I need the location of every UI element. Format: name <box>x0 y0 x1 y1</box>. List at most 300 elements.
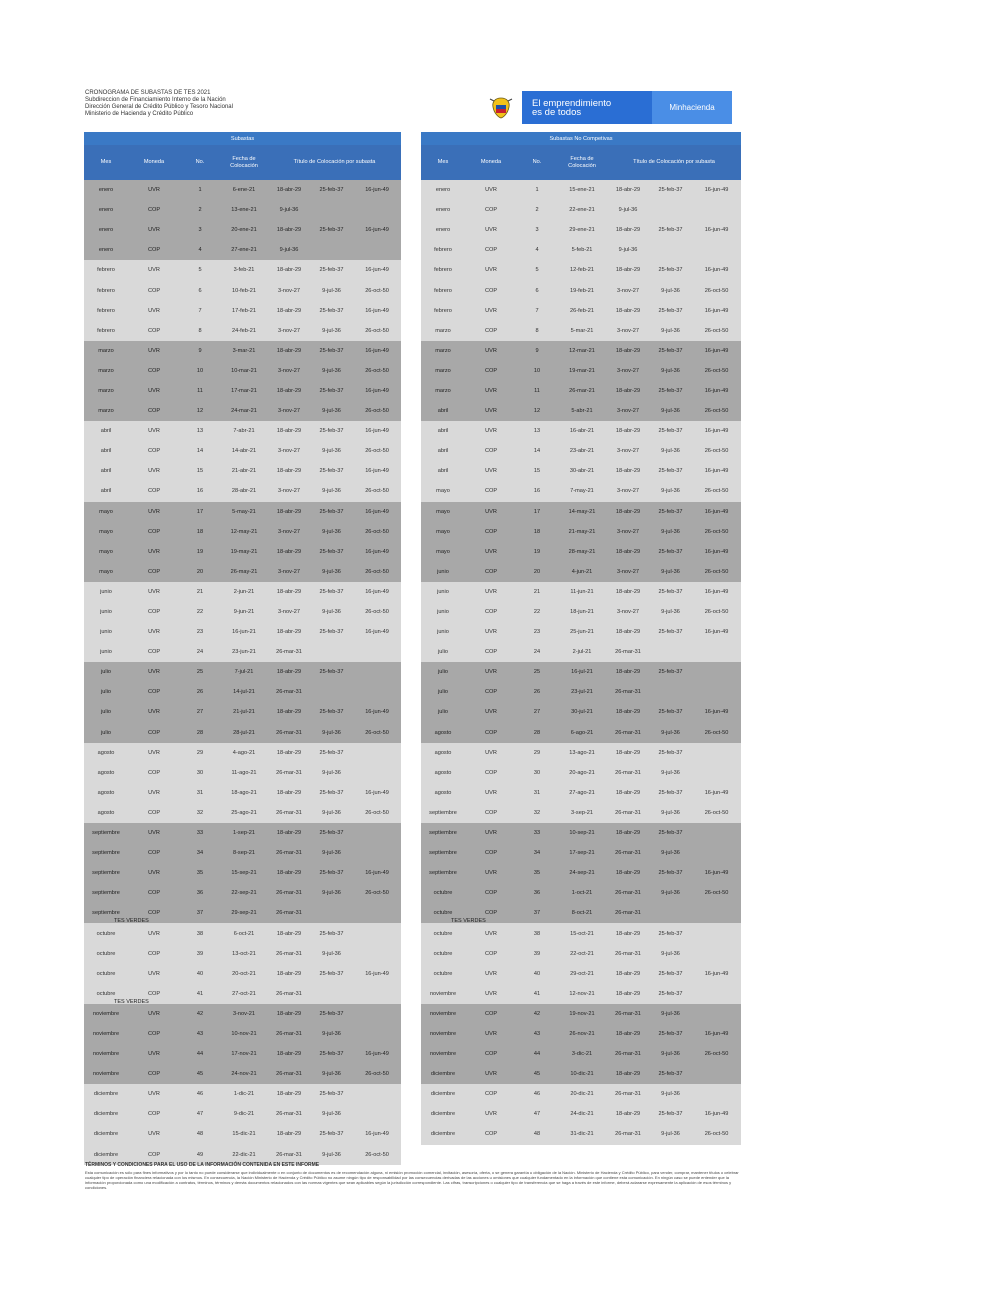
table-row <box>84 723 401 743</box>
title-3-cell: 16-jun-49 <box>692 542 741 562</box>
table-row <box>421 702 741 722</box>
date-cell: 5-feb-21 <box>557 240 607 260</box>
month-cell: julio <box>421 642 465 662</box>
title-3-cell: 26-oct-50 <box>353 803 401 823</box>
title-1-cell: 3-nov-27 <box>607 562 649 582</box>
title-1-cell: 3-nov-27 <box>607 280 649 300</box>
currency-cell: UVR <box>128 1004 180 1024</box>
date-cell: 22-sep-21 <box>220 883 268 903</box>
title-1-cell: 26-mar-31 <box>607 763 649 783</box>
title-2-cell: 9-jul-36 <box>310 1104 353 1124</box>
title-3-cell: 16-jun-49 <box>692 180 741 200</box>
date-cell: 26-mar-21 <box>557 381 607 401</box>
title-2-cell: 25-feb-37 <box>310 923 353 943</box>
title-2-cell: 25-feb-37 <box>649 542 692 562</box>
title-1-cell: 18-abr-29 <box>607 923 649 943</box>
title-2-cell: 25-feb-37 <box>310 743 353 763</box>
table-row <box>421 743 741 763</box>
table-row <box>421 1084 741 1104</box>
date-cell: 8-oct-21 <box>557 903 607 923</box>
title-1-cell: 18-abr-29 <box>268 582 310 602</box>
title-2-cell: 25-feb-37 <box>649 984 692 1004</box>
title-2-cell: 25-feb-37 <box>310 582 353 602</box>
date-cell: 22-dic-21 <box>220 1145 268 1165</box>
number-cell: 35 <box>517 863 557 883</box>
title-3-cell <box>692 662 741 682</box>
currency-cell <box>114 984 180 1005</box>
month-cell: enero <box>84 220 128 240</box>
title-3-cell <box>692 763 741 783</box>
date-cell: 13-oct-21 <box>220 944 268 964</box>
table-row <box>84 441 401 461</box>
table-row <box>421 421 741 441</box>
title-1-cell: 18-abr-29 <box>268 863 310 883</box>
month-cell: mayo <box>84 562 128 582</box>
title-2-cell: 9-jul-36 <box>310 280 353 300</box>
number-cell: 22 <box>180 602 220 622</box>
title-2-cell: 25-feb-37 <box>649 622 692 642</box>
number-cell: 43 <box>180 1024 220 1044</box>
currency-cell: UVR <box>128 702 180 722</box>
date-cell: 29-sep-21 <box>220 903 268 923</box>
title-1-cell: 18-abr-29 <box>607 341 649 361</box>
title-1-cell: 9-jul-36 <box>268 240 310 260</box>
title-2-cell: 9-jul-36 <box>310 481 353 501</box>
date-cell: 9-dic-21 <box>220 1104 268 1124</box>
number-cell: 41 <box>517 984 557 1004</box>
title-3-cell <box>692 682 741 702</box>
title-3-cell: 26-oct-50 <box>692 602 741 622</box>
title-3-cell <box>692 240 741 260</box>
date-cell: 2-jun-21 <box>220 582 268 602</box>
title-2-cell: 9-jul-36 <box>310 321 353 341</box>
number-cell: 44 <box>180 1044 220 1064</box>
month-cell: septiembre <box>84 883 128 903</box>
month-cell: mayo <box>421 542 465 562</box>
title-1-cell: 3-nov-27 <box>607 401 649 421</box>
title-3-cell: 16-jun-49 <box>692 220 741 240</box>
title-2-cell: 25-feb-37 <box>649 381 692 401</box>
title-3-cell: 16-jun-49 <box>353 1124 401 1144</box>
terms-and-conditions <box>85 1163 740 1190</box>
currency-cell: COP <box>128 1024 180 1044</box>
table-row <box>84 280 401 300</box>
month-cell: septiembre <box>84 843 128 863</box>
title-1-cell: 3-nov-27 <box>607 321 649 341</box>
currency-cell: UVR <box>128 1044 180 1064</box>
title-3-cell: 16-jun-49 <box>692 702 741 722</box>
date-cell: 15-sep-21 <box>220 863 268 883</box>
title-3-cell: 26-oct-50 <box>692 883 741 903</box>
ministry-line: Ministerio de Hacienda y Crédito Público <box>85 111 194 117</box>
currency-cell: COP <box>128 1064 180 1084</box>
number-cell: 1 <box>517 180 557 200</box>
currency-cell: COP <box>465 642 517 662</box>
currency-cell: UVR <box>465 180 517 200</box>
title-1-cell: 18-abr-29 <box>607 743 649 763</box>
title-1-cell: 26-mar-31 <box>268 883 310 903</box>
title-3-cell: 26-oct-50 <box>353 441 401 461</box>
title-2-cell <box>310 240 353 260</box>
noncompetitive-auctions-table <box>421 132 741 1145</box>
title-2-cell <box>310 682 353 702</box>
table-row <box>84 964 401 984</box>
title-3-cell <box>353 843 401 863</box>
title-3-cell: 16-jun-49 <box>353 421 401 441</box>
date-cell: 26-nov-21 <box>557 1024 607 1044</box>
number-cell: 29 <box>180 743 220 763</box>
currency-cell: COP <box>465 1124 517 1144</box>
date-cell: 27-oct-21 <box>220 984 268 1004</box>
number-cell: 40 <box>180 964 220 984</box>
month-cell: octubre <box>84 984 128 1004</box>
title-1-cell: 18-abr-29 <box>607 1024 649 1044</box>
table-row <box>84 200 401 220</box>
number-cell: 46 <box>517 1084 557 1104</box>
title-1-cell: 3-nov-27 <box>268 441 310 461</box>
number-cell: 42 <box>180 1004 220 1024</box>
currency-cell: COP <box>465 1044 517 1064</box>
title-2-cell: 25-feb-37 <box>649 662 692 682</box>
title-2-cell: 9-jul-36 <box>310 763 353 783</box>
currency-cell: UVR <box>465 260 517 280</box>
title-2-cell: 25-feb-37 <box>310 1044 353 1064</box>
table-row <box>421 662 741 682</box>
title-1-cell: 18-abr-29 <box>607 1104 649 1124</box>
title-2-cell: 9-jul-36 <box>649 883 692 903</box>
title-1-cell: 26-mar-31 <box>268 903 310 923</box>
table-row <box>421 883 741 903</box>
number-cell: 36 <box>517 883 557 903</box>
table-row <box>421 180 741 200</box>
table-row <box>84 220 401 240</box>
currency-value: COP <box>147 910 161 917</box>
number-cell: 44 <box>517 1044 557 1064</box>
number-cell: 48 <box>180 1124 220 1144</box>
date-cell: 14-may-21 <box>557 502 607 522</box>
title-2-cell: 25-feb-37 <box>310 260 353 280</box>
month-cell: noviembre <box>84 1024 128 1044</box>
date-cell: 16-abr-21 <box>557 421 607 441</box>
currency-cell: COP <box>465 240 517 260</box>
title-3-cell: 16-jun-49 <box>692 1024 741 1044</box>
month-cell: septiembre <box>421 803 465 823</box>
date-cell: 12-feb-21 <box>557 260 607 280</box>
number-cell: 4 <box>517 240 557 260</box>
title-2-cell <box>649 200 692 220</box>
title-2-cell: 9-jul-36 <box>310 1064 353 1084</box>
number-cell: 18 <box>180 522 220 542</box>
col-number: No. <box>180 145 220 180</box>
title-1-cell: 18-abr-29 <box>268 301 310 321</box>
date-cell: 7-abr-21 <box>220 421 268 441</box>
title-3-cell: 16-jun-49 <box>692 381 741 401</box>
date-cell: 12-may-21 <box>220 522 268 542</box>
title-2-cell: 9-jul-36 <box>649 1044 692 1064</box>
title-3-cell <box>692 1064 741 1084</box>
table-row <box>421 863 741 883</box>
title-1-cell: 18-abr-29 <box>607 964 649 984</box>
number-cell: 26 <box>517 682 557 702</box>
title-2-cell: 9-jul-36 <box>649 1004 692 1024</box>
title-1-cell: 18-abr-29 <box>268 180 310 200</box>
title-2-cell: 9-jul-36 <box>310 401 353 421</box>
number-cell: 5 <box>517 260 557 280</box>
table-row <box>84 863 401 883</box>
title-2-cell: 25-feb-37 <box>649 1024 692 1044</box>
table-row <box>421 783 741 803</box>
title-2-cell: 9-jul-36 <box>649 843 692 863</box>
table-title: Subastas <box>84 132 401 145</box>
title-3-cell: 16-jun-49 <box>353 1044 401 1064</box>
number-cell: 30 <box>180 763 220 783</box>
table-row <box>421 582 741 602</box>
date-cell: 14-abr-21 <box>220 441 268 461</box>
table-row <box>84 944 401 964</box>
date-cell: 14-jul-21 <box>220 682 268 702</box>
number-cell: 2 <box>180 200 220 220</box>
title-2-cell: 9-jul-36 <box>649 441 692 461</box>
title-2-cell: 25-feb-37 <box>649 1104 692 1124</box>
title-1-cell: 26-mar-31 <box>607 1044 649 1064</box>
month-cell: noviembre <box>421 984 465 1004</box>
date-cell: 2-jul-21 <box>557 642 607 662</box>
number-cell: 19 <box>180 542 220 562</box>
table-row <box>84 562 401 582</box>
month-cell: enero <box>84 180 128 200</box>
month-cell: febrero <box>84 301 128 321</box>
title-3-cell: 16-jun-49 <box>692 502 741 522</box>
number-cell: 37 <box>180 903 220 923</box>
month-cell: junio <box>421 602 465 622</box>
month-cell: mayo <box>84 522 128 542</box>
month-cell: octubre <box>421 883 465 903</box>
title-3-cell <box>353 823 401 843</box>
month-cell: agosto <box>421 783 465 803</box>
number-cell: 45 <box>180 1064 220 1084</box>
title-1-cell: 18-abr-29 <box>607 180 649 200</box>
month-cell: noviembre <box>84 1064 128 1084</box>
number-cell: 43 <box>517 1024 557 1044</box>
title-1-cell: 3-nov-27 <box>268 401 310 421</box>
date-cell: 30-abr-21 <box>557 461 607 481</box>
currency-cell: COP <box>128 481 180 501</box>
title-2-cell: 25-feb-37 <box>310 964 353 984</box>
title-2-cell: 25-feb-37 <box>649 743 692 763</box>
title-1-cell: 18-abr-29 <box>607 220 649 240</box>
table-row <box>84 1044 401 1064</box>
table-row <box>84 702 401 722</box>
date-cell: 17-feb-21 <box>220 301 268 321</box>
month-cell: julio <box>84 702 128 722</box>
currency-cell: UVR <box>465 1064 517 1084</box>
title-2-cell: 25-feb-37 <box>649 823 692 843</box>
number-cell: 20 <box>180 562 220 582</box>
title-2-cell: 25-feb-37 <box>310 341 353 361</box>
number-cell: 39 <box>517 944 557 964</box>
title-1-cell: 26-mar-31 <box>268 682 310 702</box>
table-row <box>421 923 741 943</box>
table-row <box>421 562 741 582</box>
date-cell: 10-sep-21 <box>557 823 607 843</box>
title-2-cell: 9-jul-36 <box>649 1084 692 1104</box>
currency-cell: COP <box>128 240 180 260</box>
number-cell: 15 <box>517 461 557 481</box>
number-cell: 33 <box>180 823 220 843</box>
report-header <box>85 90 233 118</box>
number-cell: 6 <box>180 280 220 300</box>
title-1-cell: 26-mar-31 <box>268 1145 310 1165</box>
col-titles: Título de Colocación por subasta <box>607 145 741 180</box>
number-cell: 20 <box>517 562 557 582</box>
month-cell: febrero <box>84 260 128 280</box>
currency-cell: UVR <box>128 180 180 200</box>
title-2-cell: 9-jul-36 <box>649 763 692 783</box>
title-3-cell: 26-oct-50 <box>692 280 741 300</box>
slogan-line-2: es de todos <box>532 106 582 118</box>
title-3-cell <box>692 923 741 943</box>
number-cell: 32 <box>517 803 557 823</box>
title-2-cell: 9-jul-36 <box>310 803 353 823</box>
currency-cell: UVR <box>465 301 517 321</box>
month-cell: septiembre <box>421 863 465 883</box>
number-cell: 29 <box>517 743 557 763</box>
title-1-cell: 26-mar-31 <box>268 763 310 783</box>
title-2-cell: 25-feb-37 <box>649 421 692 441</box>
date-cell: 10-mar-21 <box>220 361 268 381</box>
title-3-cell: 16-jun-49 <box>692 1104 741 1124</box>
number-cell: 5 <box>180 260 220 280</box>
table-row <box>84 823 401 843</box>
table-row <box>84 783 401 803</box>
title-2-cell <box>649 240 692 260</box>
title-3-cell: 26-oct-50 <box>692 321 741 341</box>
title-2-cell: 9-jul-36 <box>310 441 353 461</box>
title-1-cell: 26-mar-31 <box>607 723 649 743</box>
table-row <box>421 642 741 662</box>
date-cell: 19-nov-21 <box>557 1004 607 1024</box>
number-cell: 21 <box>180 582 220 602</box>
auctions-table <box>84 132 401 1165</box>
currency-value: COP <box>147 990 161 997</box>
title-2-cell: 9-jul-36 <box>310 843 353 863</box>
table-row <box>84 602 401 622</box>
number-cell: 14 <box>517 441 557 461</box>
title-3-cell: 16-jun-49 <box>353 783 401 803</box>
month-cell: marzo <box>84 361 128 381</box>
title-3-cell <box>353 662 401 682</box>
date-cell: 1-dic-21 <box>220 1084 268 1104</box>
number-cell: 4 <box>180 240 220 260</box>
date-cell: 21-jul-21 <box>220 702 268 722</box>
date-cell: 9-jun-21 <box>220 602 268 622</box>
title-2-cell: 9-jul-36 <box>310 883 353 903</box>
number-cell: 6 <box>517 280 557 300</box>
number-cell: 37 <box>517 903 557 923</box>
title-1-cell: 26-mar-31 <box>268 1104 310 1124</box>
number-cell: 46 <box>180 1084 220 1104</box>
number-cell: 24 <box>180 642 220 662</box>
title-2-cell: 9-jul-36 <box>310 723 353 743</box>
title-1-cell: 18-abr-29 <box>268 823 310 843</box>
date-cell: 22-ene-21 <box>557 200 607 220</box>
title-1-cell: 18-abr-29 <box>607 582 649 602</box>
number-cell: 49 <box>180 1145 220 1165</box>
title-1-cell: 18-abr-29 <box>268 964 310 984</box>
month-cell: enero <box>84 200 128 220</box>
currency-value: COP <box>484 910 498 917</box>
currency-cell: COP <box>128 803 180 823</box>
month-cell: noviembre <box>84 1004 128 1024</box>
title-3-cell <box>692 984 741 1004</box>
date-cell: 30-jul-21 <box>557 702 607 722</box>
date-cell: 23-jun-21 <box>220 642 268 662</box>
title-3-cell <box>353 1004 401 1024</box>
currency-cell: COP <box>128 200 180 220</box>
currency-cell: COP <box>465 280 517 300</box>
month-cell: abril <box>421 461 465 481</box>
title-2-cell: 9-jul-36 <box>649 361 692 381</box>
title-2-cell: 25-feb-37 <box>310 502 353 522</box>
coat-of-arms-icon <box>480 91 522 124</box>
month-cell: diciembre <box>421 1104 465 1124</box>
title-2-cell: 25-feb-37 <box>310 622 353 642</box>
date-cell: 24-dic-21 <box>557 1104 607 1124</box>
title-2-cell: 25-feb-37 <box>649 923 692 943</box>
table-row <box>84 662 401 682</box>
currency-cell: COP <box>128 441 180 461</box>
title-3-cell <box>353 763 401 783</box>
title-1-cell: 3-nov-27 <box>607 441 649 461</box>
title-3-cell: 16-jun-49 <box>353 180 401 200</box>
title-3-cell: 16-jun-49 <box>692 863 741 883</box>
title-2-cell: 25-feb-37 <box>310 421 353 441</box>
date-cell: 3-sep-21 <box>557 803 607 823</box>
currency-cell: UVR <box>465 923 517 943</box>
table-row <box>84 481 401 501</box>
title-1-cell: 18-abr-29 <box>607 984 649 1004</box>
table-row <box>421 763 741 783</box>
table-row <box>421 280 741 300</box>
number-cell: 17 <box>180 502 220 522</box>
title-2-cell: 9-jul-36 <box>649 723 692 743</box>
month-cell: junio <box>421 562 465 582</box>
currency-cell: UVR <box>128 662 180 682</box>
table-row <box>84 923 401 943</box>
date-cell: 7-may-21 <box>557 481 607 501</box>
table-row <box>84 1024 401 1044</box>
currency-cell: COP <box>465 481 517 501</box>
month-cell: octubre <box>421 903 465 923</box>
number-cell: 7 <box>517 301 557 321</box>
table-row <box>421 682 741 702</box>
date-cell: 8-sep-21 <box>220 843 268 863</box>
month-cell: diciembre <box>421 1084 465 1104</box>
currency-cell: COP <box>465 843 517 863</box>
title-3-cell: 16-jun-49 <box>692 783 741 803</box>
title-3-cell: 16-jun-49 <box>692 260 741 280</box>
title-1-cell: 26-mar-31 <box>268 1024 310 1044</box>
currency-cell <box>451 903 517 925</box>
month-cell: febrero <box>421 301 465 321</box>
title-3-cell: 26-oct-50 <box>692 522 741 542</box>
currency-cell: UVR <box>465 1104 517 1124</box>
date-cell: 23-abr-21 <box>557 441 607 461</box>
title-3-cell <box>692 843 741 863</box>
title-3-cell: 26-oct-50 <box>353 280 401 300</box>
title-1-cell: 18-abr-29 <box>268 220 310 240</box>
table-row <box>421 502 741 522</box>
